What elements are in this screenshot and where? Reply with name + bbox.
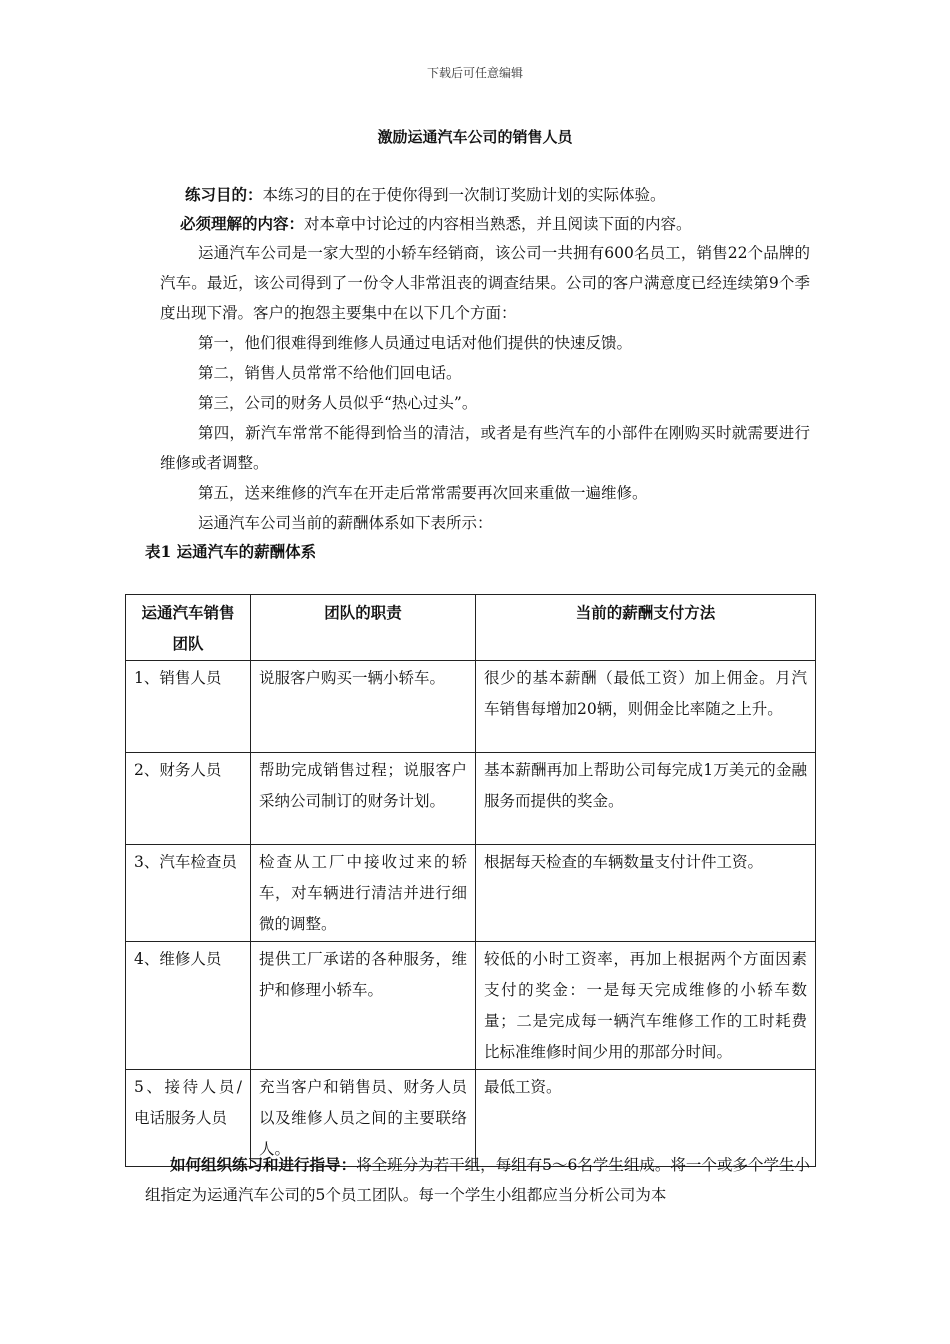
intro-paragraph: 运通汽车公司是一家大型的小轿车经销商，该公司一共拥有600名员工，销售22个品牌的汽车。最近，该公司得到了一份令人非常沮丧的调查结果。公司的客户满意度已经连续第9个季度出现下滑。客户的抱怨主要集中在以下几个方面： [160, 244, 810, 322]
document-title: 激励运通汽车公司的销售人员 [377, 128, 573, 146]
complaint-3: 第三，公司的财务人员似乎“热心过头”。 [198, 394, 478, 412]
team-cell: 1、销售人员 [126, 661, 251, 753]
table-row [126, 661, 816, 753]
understanding-label: 必须理解的内容： [180, 214, 305, 233]
complaint-1: 第一，他们很难得到维修人员通过电话对他们提供的快速反馈。 [198, 334, 633, 352]
duty-cell: 说服客户购买一辆小轿车。 [251, 661, 476, 753]
team-cell: 3、汽车检查员 [126, 845, 251, 942]
header-pay-method: 当前的薪酬支付方法 [476, 595, 816, 661]
understanding-text: 对本章中讨论过的内容相当熟悉，并且阅读下面的内容。 [304, 215, 692, 233]
table-row [126, 845, 816, 942]
guidance-label: 如何组织练习和进行指导： [170, 1155, 357, 1174]
pay-cell: 基本薪酬再加上帮助公司每完成1万美元的金融服务而提供的奖金。 [476, 753, 816, 845]
purpose-text: 本练习的目的在于使你得到一次制订奖励计划的实际体验。 [262, 186, 666, 204]
duty-cell: 提供工厂承诺的各种服务，维护和修理小轿车。 [251, 942, 476, 1070]
team-cell: 5、接待人员/电话服务人员 [126, 1070, 251, 1167]
pay-cell: 很少的基本薪酬（最低工资）加上佣金。月汽车销售每增加20辆，则佣金比率随之上升。 [476, 661, 816, 753]
table-header-row [126, 595, 816, 661]
complaint-5: 第五，送来维修的汽车在开走后常常需要再次回来重做一遍维修。 [198, 484, 648, 502]
team-cell: 2、财务人员 [126, 753, 251, 845]
understanding-paragraph [160, 209, 810, 239]
table-row [126, 753, 816, 845]
page-header: 下载后可任意编辑 [426, 66, 523, 80]
team-cell: 4、维修人员 [126, 942, 251, 1070]
table-row [126, 942, 816, 1070]
duty-cell: 检查从工厂中接收过来的轿车，对车辆进行清洁并进行细微的调整。 [251, 845, 476, 942]
complaint-4: 第四，新汽车常常不能得到恰当的清洁，或者是有些汽车的小部件在刚购买时就需要进行维修或者调整。 [160, 424, 810, 472]
table-caption: 表1 运通汽车的薪酬体系 [145, 542, 317, 561]
compensation-table [125, 594, 816, 1167]
table-intro: 运通汽车公司当前的薪酬体系如下表所示： [198, 514, 493, 532]
purpose-paragraph [160, 180, 810, 210]
pay-cell: 根据每天检查的车辆数量支付计件工资。 [476, 845, 816, 942]
duty-cell: 帮助完成销售过程；说服客户采纳公司制订的财务计划。 [251, 753, 476, 845]
duty-cell: 充当客户和销售员、财务人员以及维修人员之间的主要联络人。 [251, 1070, 476, 1167]
guidance-paragraph [145, 1150, 810, 1210]
purpose-label: 练习目的： [185, 185, 263, 204]
header-team: 运通汽车销售团队 [126, 595, 251, 661]
complaint-2: 第二，销售人员常常不给他们回电话。 [198, 364, 462, 382]
pay-cell: 较低的小时工资率，再加上根据两个方面因素支付的奖金：一是每天完成维修的小轿车数量；二是完成每一辆汽车维修工作的工时耗费比标准维修时间少用的那部分时间。 [476, 942, 816, 1070]
header-duties: 团队的职责 [251, 595, 476, 661]
guidance-text: 将全班分为若干组，每组有5～6名学生组成。将一个或多个学生小组指定为运通汽车公司的5个员工团队。每一个学生小组都应当分析公司为本 [145, 1156, 810, 1204]
pay-cell: 最低工资。 [476, 1070, 816, 1167]
